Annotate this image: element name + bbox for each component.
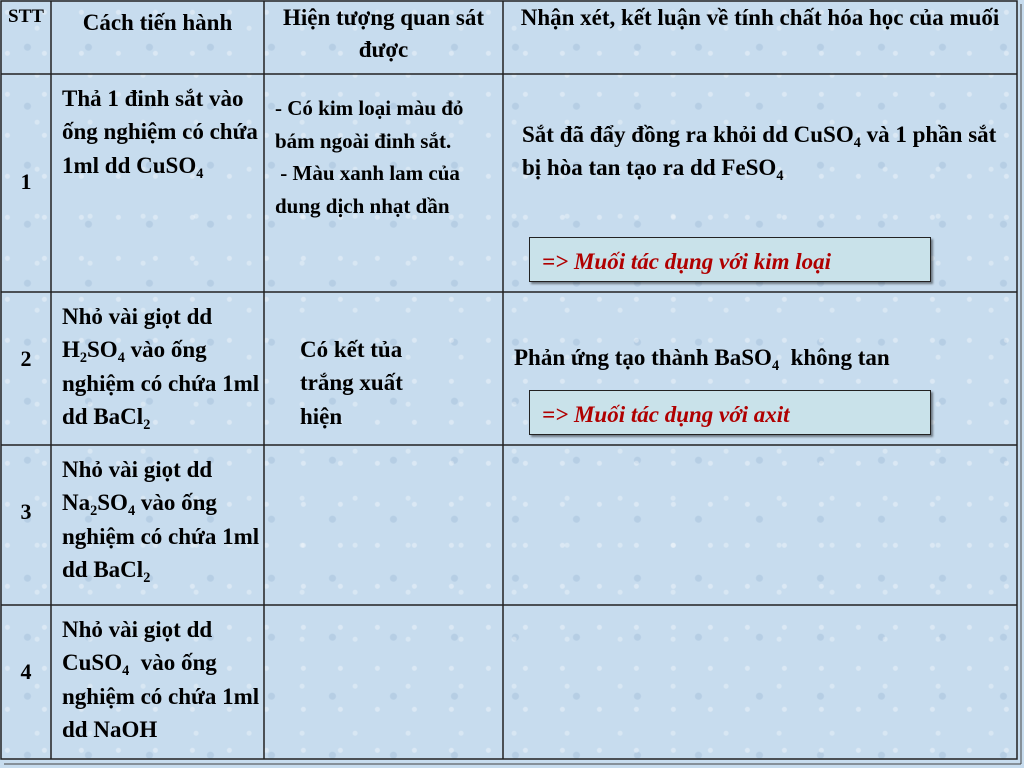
- header-observation: Hiện tượng quan sát được: [282, 5, 484, 63]
- row-1-stt: 1: [20, 169, 32, 194]
- row-2-result-text: => Muối tác dụng với axit: [542, 402, 790, 427]
- row-2-stt: 2: [20, 346, 32, 371]
- header-stt: STT: [8, 6, 44, 27]
- row-1-observation: [275, 92, 501, 222]
- row-1-result-box: [529, 237, 931, 282]
- header-method: Cách tiến hành: [82, 10, 233, 35]
- row-3-method: Nhỏ vài giọt dd $Na_2SO_4$ vào ống nghiệm có chứa 1ml dd BaCl$_2$: [62, 457, 260, 587]
- row-1-method: Thả 1 đinh sắt vào ống nghiệm có chứa 1ml dd CuSO$_4$: [62, 86, 258, 182]
- header-conclusion: Nhận xét, kết luận về tính chất hóa học của muối: [520, 5, 1000, 30]
- row-2-observation: Có kết tủa trắng xuất hiện: [300, 337, 403, 429]
- row-2-conclusion: Phản ứng tạo thành BaSO$_4$ không tan: [514, 345, 890, 374]
- row-1-conclusion: Sắt đã đẩy đồng ra khỏi dd CuSO$_4$ và 1 phần sắt bị hòa tan tạo ra dd FeSO$_4$: [522, 122, 997, 185]
- row-3-stt: 3: [20, 499, 32, 524]
- row-1-observation-line-2: - Màu xanh lam của dung dịch nhạt dần: [275, 161, 466, 218]
- row-4-stt: 4: [20, 659, 32, 684]
- row-1-observation-line-1: - Có kim loại màu đỏ bám ngoài đinh sắt.: [275, 96, 464, 153]
- row-2-method: Nhỏ vài giọt dd $H_2SO_4$ vào ống nghiệm có chứa 1ml dd BaCl$_2$: [62, 304, 260, 434]
- row-2-result-box: [529, 390, 931, 435]
- row-1-result-text: => Muối tác dụng với kim loại: [542, 249, 832, 274]
- row-4-method: Nhỏ vài giọt dd CuSO$_4$ vào ống nghiệm có chứa 1ml dd NaOH: [62, 617, 265, 743]
